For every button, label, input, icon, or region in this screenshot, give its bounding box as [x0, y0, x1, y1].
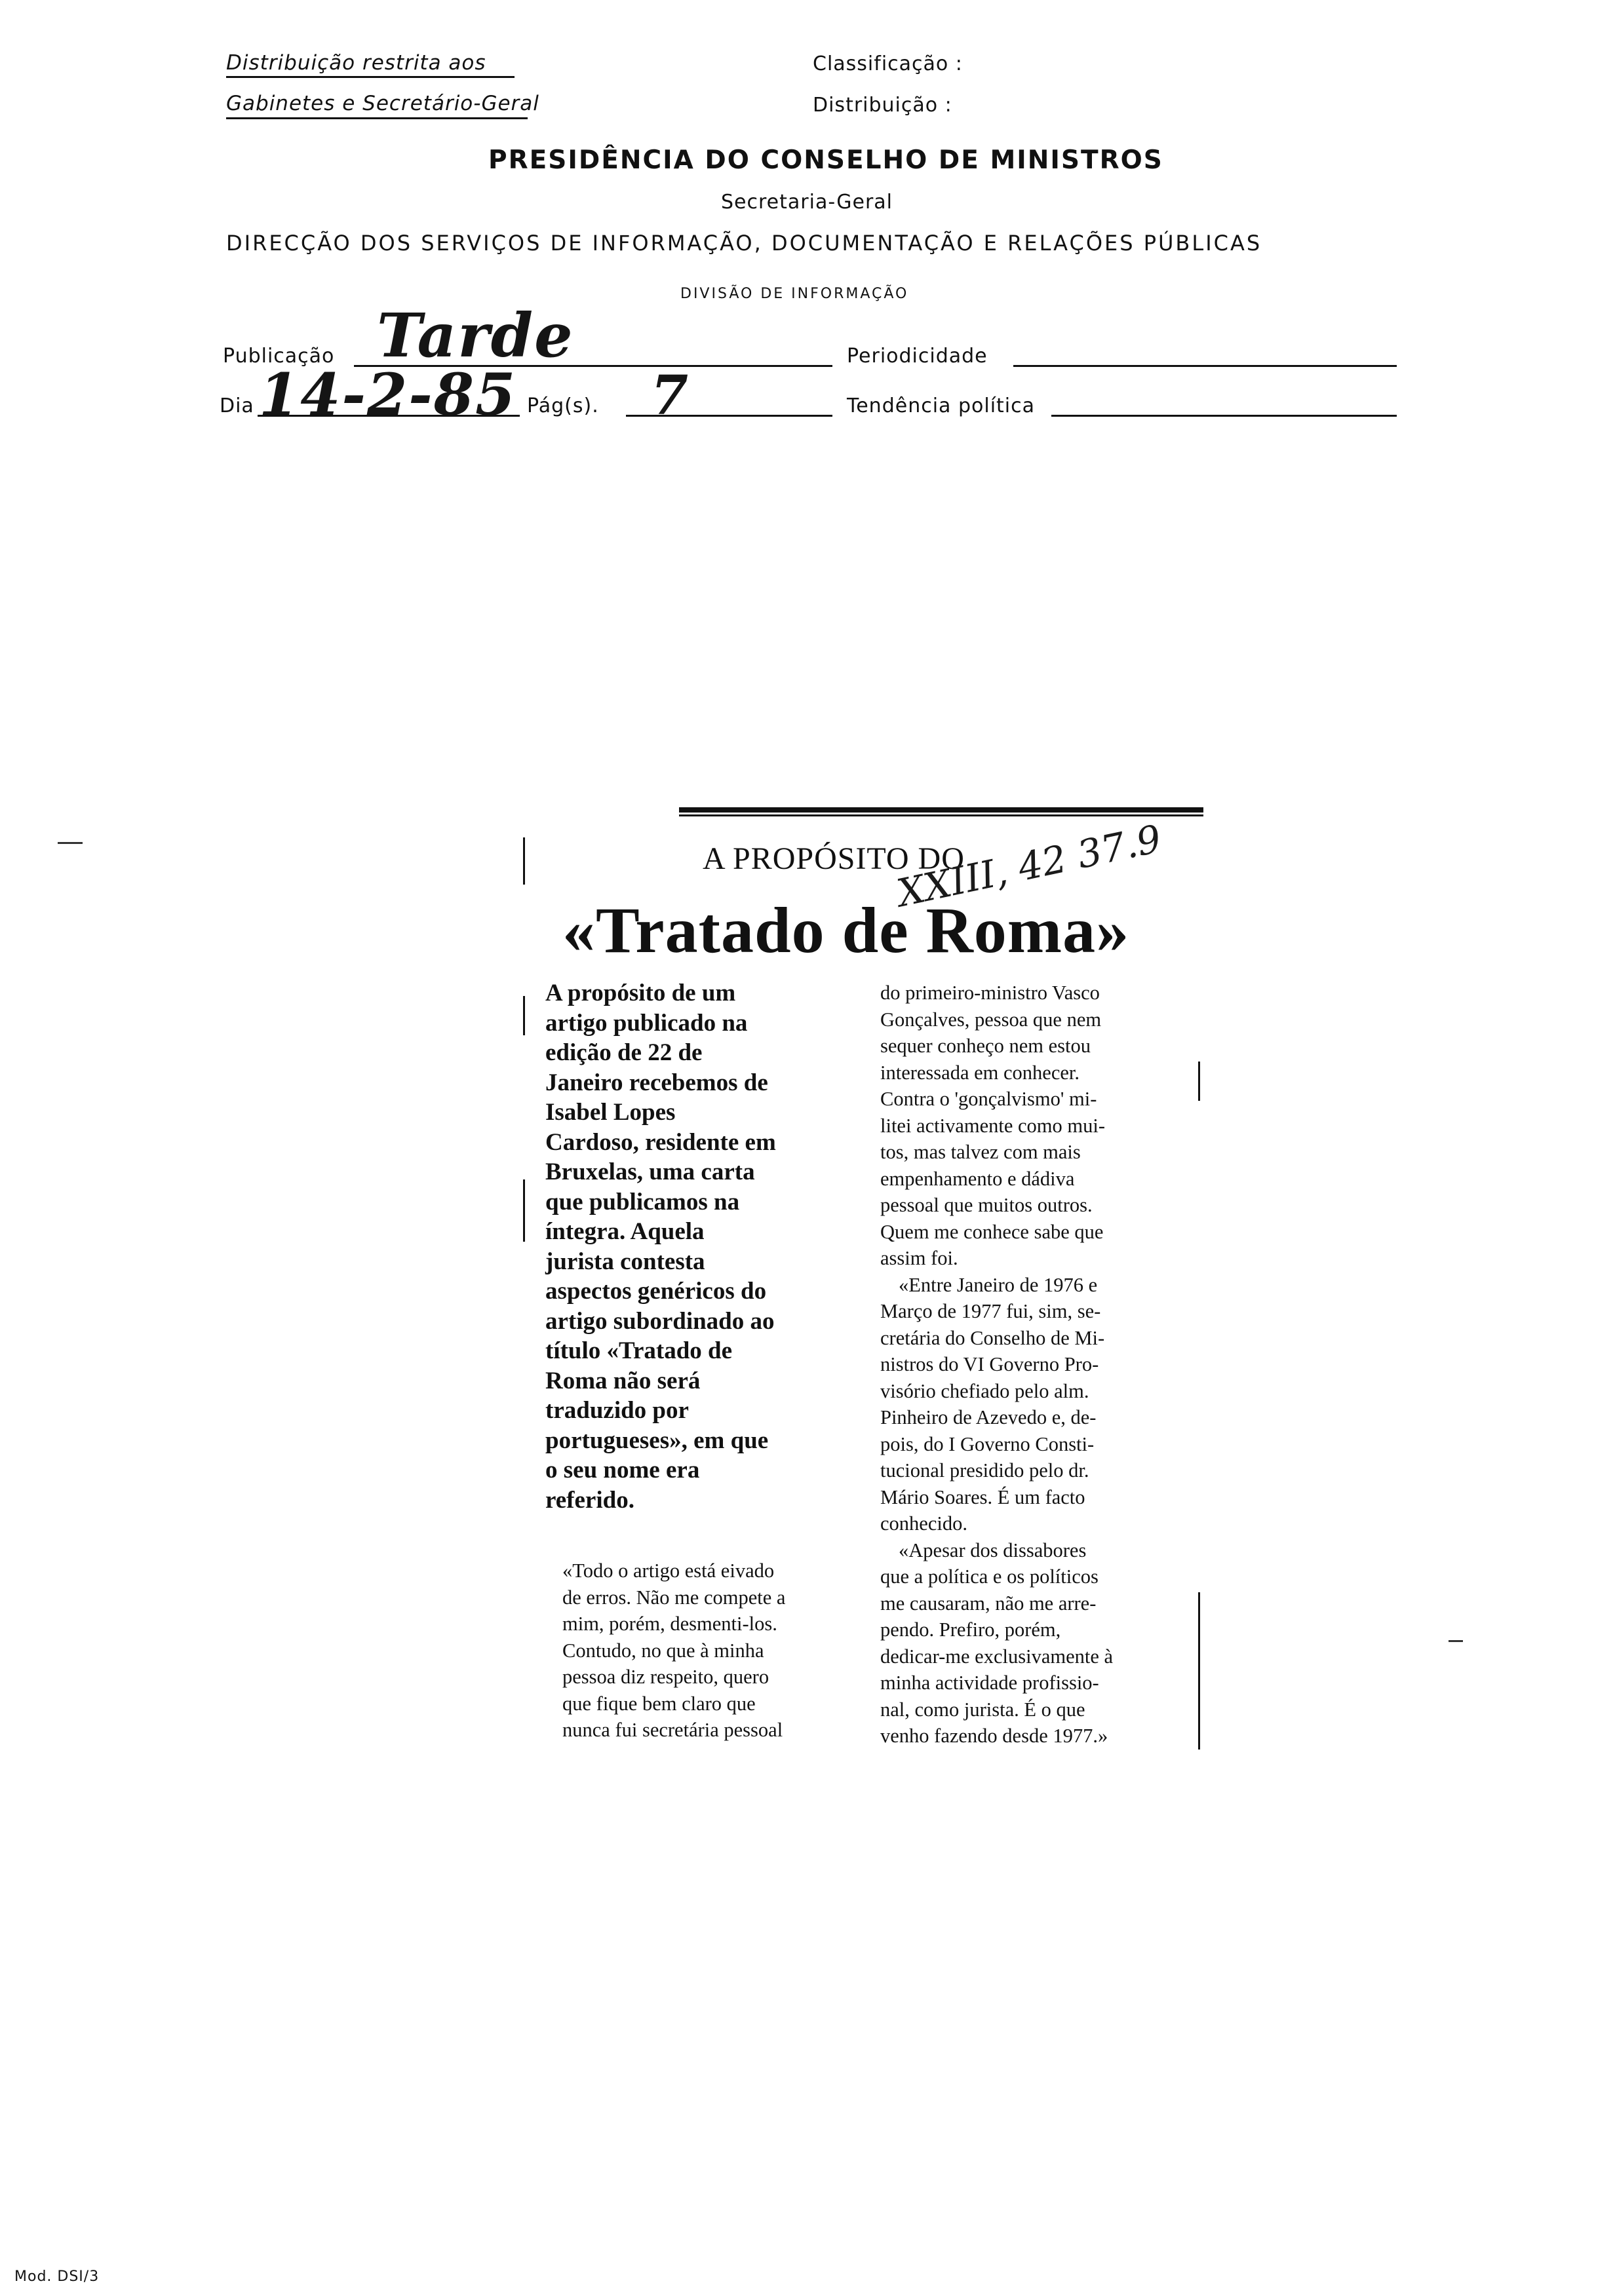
- lead-line: portugueses», em que: [545, 1426, 769, 1454]
- body-line: Contudo, no que à minha: [562, 1639, 764, 1662]
- restriction-underline-2: [226, 117, 528, 119]
- clipping-top-rule-thin: [679, 814, 1203, 816]
- body-line: minha actividade profissio-: [880, 1672, 1099, 1694]
- body-line: «Apesar dos dissabores: [899, 1539, 1087, 1561]
- day-handwritten: 14-2-85: [259, 360, 517, 429]
- lead-line: Isabel Lopes: [545, 1099, 676, 1126]
- lead-line: Bruxelas, uma carta: [545, 1158, 755, 1185]
- body-line: Março de 1977 fui, sim, se-: [880, 1300, 1101, 1322]
- scan-speck: [1449, 1640, 1463, 1642]
- page-title: PRESIDÊNCIA DO CONSELHO DE MINISTROS: [488, 145, 1163, 175]
- clipping-left-edge-low: [523, 1179, 525, 1242]
- body-line: cretária do Conselho de Mi-: [880, 1326, 1105, 1349]
- article-headline: «Tratado de Roma»: [562, 894, 1130, 966]
- division-line: DIVISÃO DE INFORMAÇÃO: [680, 286, 909, 302]
- lead-line: artigo subordinado ao: [545, 1307, 775, 1335]
- body-line: «Todo o artigo está eivado: [562, 1559, 775, 1582]
- body-line: pendo. Prefiro, porém,: [880, 1618, 1061, 1641]
- publication-handwritten: Tarde: [377, 300, 574, 371]
- distribution-label: Distribuição :: [813, 94, 952, 117]
- body-line: de erros. Não me compete a: [562, 1586, 786, 1609]
- body-line: Gonçalves, pessoa que nem: [880, 1008, 1102, 1031]
- body-line: que fique bem claro que: [562, 1692, 756, 1715]
- body-line: visório chefiado pelo alm.: [880, 1379, 1089, 1402]
- lead-line: Roma não será: [545, 1367, 701, 1394]
- body-line: nunca fui secretária pessoal: [562, 1719, 783, 1741]
- lead-line: referido.: [545, 1486, 634, 1514]
- form-code: Mod. DSI/3: [14, 2268, 100, 2285]
- body-line: interessada em conhecer.: [880, 1061, 1080, 1084]
- body-line: Contra o 'gonçalvismo' mi-: [880, 1088, 1097, 1110]
- clipping-left-edge-mid: [523, 996, 525, 1035]
- classification-label: Classificação :: [813, 52, 963, 75]
- lead-line: que publicamos na: [545, 1188, 740, 1215]
- restriction-underline-1: [226, 76, 515, 78]
- lead-line: o seu nome era: [545, 1457, 700, 1483]
- scan-speck: [58, 842, 83, 844]
- body-line: nal, como jurista. É o que: [880, 1698, 1085, 1721]
- body-line: dedicar-me exclusivamente à: [880, 1645, 1114, 1668]
- body-line: litei activamente como mui-: [880, 1114, 1106, 1137]
- clipping-left-edge-top: [523, 837, 525, 885]
- article-kicker: A PROPÓSITO DO: [703, 841, 965, 876]
- publication-label: Publicação: [223, 345, 335, 368]
- lead-line: A propósito de um: [545, 980, 736, 1006]
- body-line: «Entre Janeiro de 1976 e: [899, 1273, 1098, 1296]
- article-lead: [545, 978, 844, 1515]
- clipping-right-edge-top: [1198, 1062, 1200, 1101]
- lead-line: Cardoso, residente em: [545, 1128, 776, 1156]
- body-line: venho fazendo desde 1977.»: [880, 1725, 1108, 1747]
- article-body-right: [880, 980, 1188, 1750]
- periodicity-line: [1013, 365, 1397, 367]
- tendency-label: Tendência política: [847, 394, 1036, 417]
- lead-line: artigo publicado na: [545, 1009, 748, 1037]
- lead-line: Janeiro recebemos de: [545, 1069, 768, 1096]
- body-line: empenhamento e dádiva: [880, 1167, 1075, 1190]
- day-label: Dia: [220, 394, 254, 417]
- lead-line: título «Tratado de: [545, 1337, 733, 1364]
- body-line: sequer conheço nem estou: [880, 1035, 1091, 1057]
- body-line: pessoa diz respeito, quero: [562, 1666, 769, 1688]
- body-line: tos, mas talvez com mais: [880, 1141, 1081, 1163]
- lead-line: aspectos genéricos do: [545, 1278, 767, 1305]
- clipping-right-edge-bottom: [1198, 1592, 1200, 1750]
- restriction-line-1: Distribuição restrita aos: [226, 51, 486, 75]
- clipping-top-rule: [679, 807, 1203, 813]
- body-line: pessoal que muitos outros.: [880, 1194, 1093, 1216]
- article-body-left: [562, 1558, 838, 1744]
- body-line: que a política e os políticos: [880, 1565, 1099, 1588]
- restriction-line-2: Gabinetes e Secretário-Geral: [226, 92, 539, 115]
- body-line: Pinheiro de Azevedo e, de-: [880, 1406, 1097, 1428]
- body-line: Mário Soares. É um facto: [880, 1485, 1085, 1508]
- pages-label: Pág(s).: [527, 394, 599, 417]
- archive-stamp-handwritten: XXIII, 42 37.9: [893, 816, 1165, 916]
- pages-handwritten: 7: [651, 364, 690, 427]
- body-line: assim foi.: [880, 1247, 958, 1269]
- tendency-line: [1051, 415, 1397, 417]
- lead-line: jurista contesta: [545, 1248, 705, 1275]
- lead-line: íntegra. Aquela: [545, 1218, 705, 1245]
- lead-line: edição de 22 de: [545, 1039, 703, 1066]
- body-line: do primeiro-ministro Vasco: [880, 982, 1100, 1004]
- periodicity-label: Periodicidade: [847, 345, 988, 368]
- page-subtitle: Secretaria-Geral: [721, 191, 893, 214]
- department-line: DIRECÇÃO DOS SERVIÇOS DE INFORMAÇÃO, DOCUMENTAÇÃO E RELAÇÕES PÚBLICAS: [226, 231, 1262, 256]
- body-line: me causaram, não me arre-: [880, 1592, 1097, 1615]
- lead-line: traduzido por: [545, 1397, 689, 1424]
- body-line: pois, do I Governo Consti-: [880, 1432, 1095, 1455]
- body-line: nistros do VI Governo Pro-: [880, 1353, 1099, 1375]
- body-line: Quem me conhece sabe que: [880, 1220, 1104, 1243]
- body-line: conhecido.: [880, 1512, 967, 1535]
- body-line: tucional presidido pelo dr.: [880, 1459, 1089, 1482]
- body-line: mim, porém, desmenti-los.: [562, 1613, 777, 1635]
